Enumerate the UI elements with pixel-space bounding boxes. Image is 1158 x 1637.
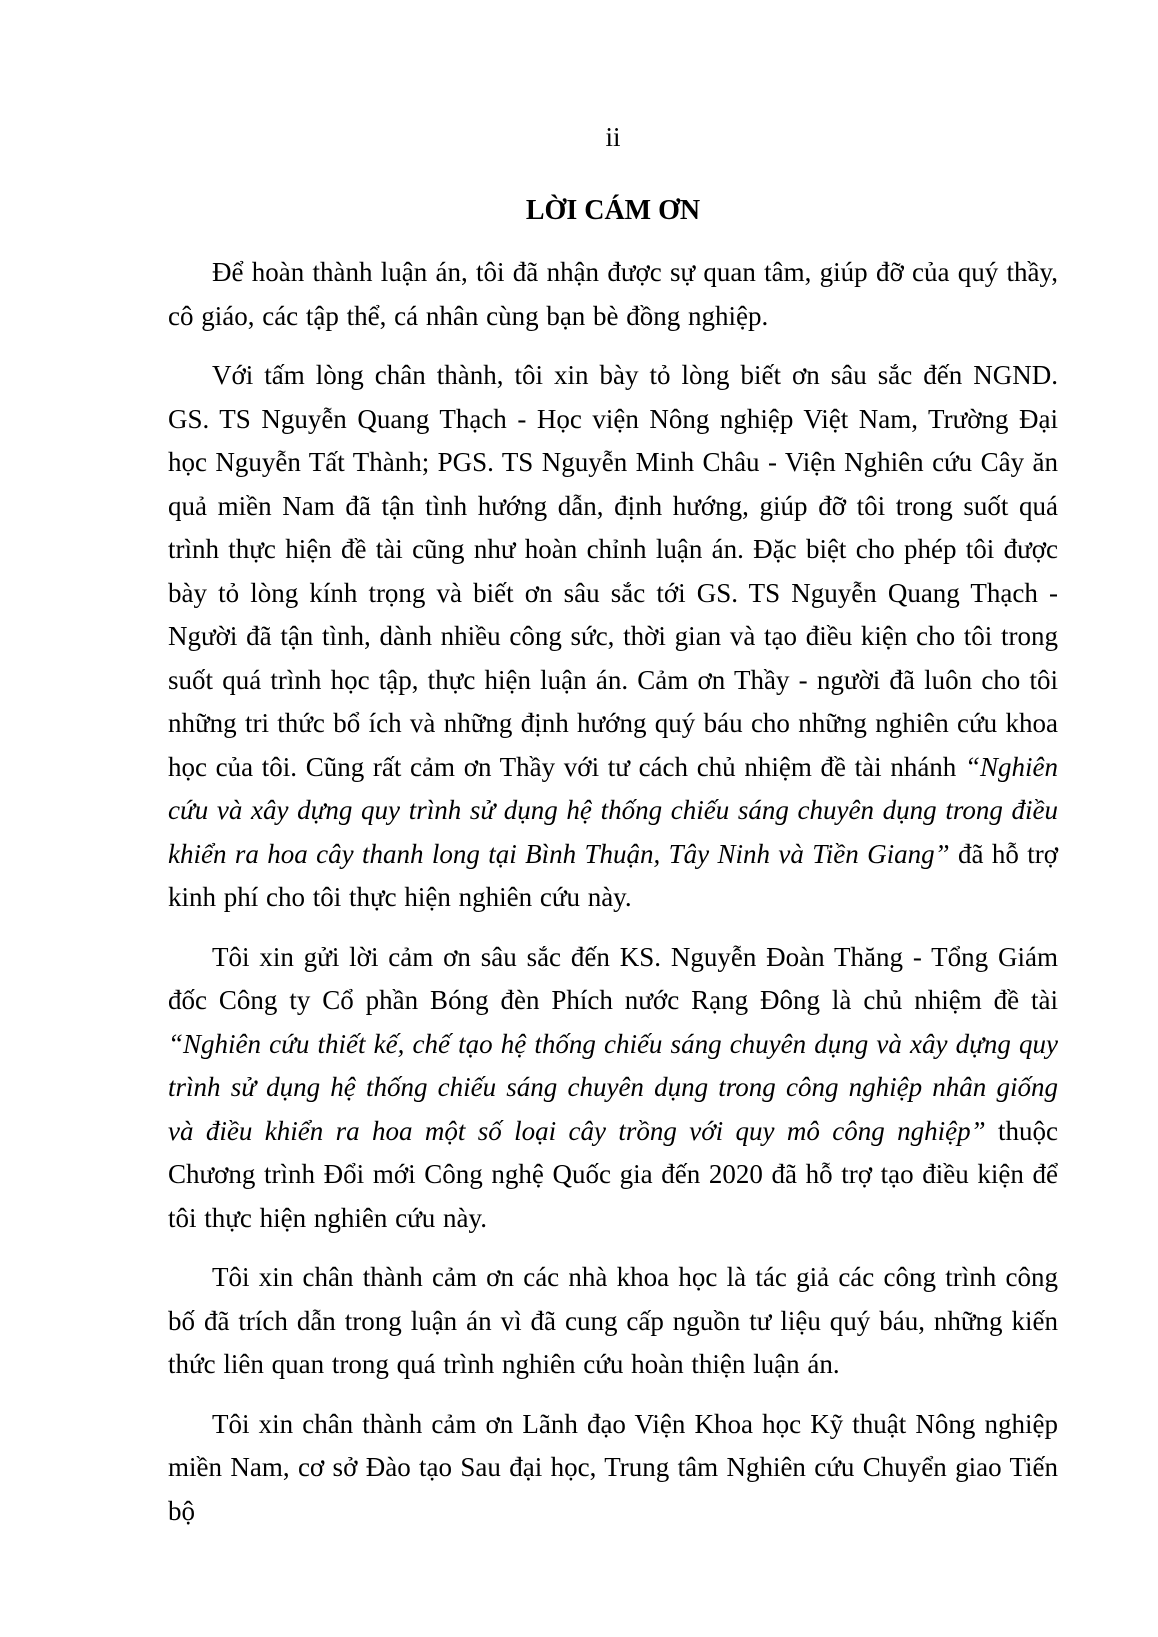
paragraph-5 <box>168 1403 1058 1534</box>
quoted-subproject-title: “Nghiên cứu và xây dựng quy trình sử dụng hệ thống chiếu sáng chuyên dụng trong điều khiển ra hoa cây thanh long tại Bình Thuận, Tây Ninh và Tiền Giang” <box>168 751 1058 869</box>
paragraph-1 <box>168 251 1058 338</box>
text-run: Với tấm lòng chân thành, tôi xin bày tỏ lòng biết ơn sâu sắc đến NGND. GS. TS Nguyễn Quang Thạch - Học viện Nông nghiệp Việt Nam, Trường Đại học Nguyễn Tất Thành; PGS. TS Nguyễn Minh Châu - Viện Nghiên cứu Cây ăn quả miền Nam đã tận tình hướng dẫn, định hướng, giúp đỡ tôi trong suốt quá trình thực hiện đề tài cũng như hoàn chỉnh luận án. Đặc biệt cho phép tôi được bày tỏ lòng kính trọng và biết ơn sâu sắc tới GS. TS Nguyễn Quang Thạch - Người đã tận tình, dành nhiều công sức, thời gian và tạo điều kiện cho tôi trong suốt quá trình học tập, thực hiện luận án. Cảm ơn Thầy - người đã luôn cho tôi những tri thức bổ ích và những định hướng quý báu cho những nghiên cứu khoa học của tôi. Cũng rất cảm ơn Thầy với tư cách chủ nhiệm đề tài nhánh <box>168 360 1058 782</box>
paragraph-4 <box>168 1256 1058 1387</box>
text-run: Tôi xin chân thành cảm ơn Lãnh đạo Viện Khoa học Kỹ thuật Nông nghiệp miền Nam, cơ sở Đào tạo Sau đại học, Trung tâm Nghiên cứu Chuyển giao Tiến bộ <box>168 1408 1058 1526</box>
paragraph-2 <box>168 354 1058 920</box>
page-number: ii <box>605 122 621 152</box>
paragraph-3 <box>168 936 1058 1241</box>
quoted-project-title: “Nghiên cứu thiết kế, chế tạo hệ thống chiếu sáng chuyên dụng và xây dựng quy trình sử dụng hệ thống chiếu sáng chuyên dụng trong công nghiệp nhân giống và điều khiển ra hoa một số loại cây trồng với quy mô công nghiệp” <box>168 1028 1058 1146</box>
page-title: LỜI CÁM ƠN <box>525 195 701 226</box>
text-run: thuộc Chương trình Đổi mới Công nghệ Quốc gia đến 2020 đã hỗ trợ tạo điều kiện để tôi thực hiện nghiên cứu này. <box>168 1115 1058 1233</box>
text-run: Tôi xin chân thành cảm ơn các nhà khoa học là tác giả các công trình công bố đã trích dẫn trong luận án vì đã cung cấp nguồn tư liệu quý báu, những kiến thức liên quan trong quá trình nghiên cứu hoàn thiện luận án. <box>168 1262 1058 1379</box>
text-run: Để hoàn thành luận án, tôi đã nhận được sự quan tâm, giúp đỡ của quý thầy, cô giáo, các tập thể, cá nhân cùng bạn bè đồng nghiệp. <box>168 257 1058 331</box>
text-run: đã hỗ trợ kinh phí cho tôi thực hiện nghiên cứu này. <box>168 838 1058 912</box>
text-run: Tôi xin gửi lời cảm ơn sâu sắc đến KS. Nguyễn Đoàn Thăng - Tổng Giám đốc Công ty Cổ phần Bóng đèn Phích nước Rạng Đông là chủ nhiệm đề tài <box>168 941 1058 1015</box>
